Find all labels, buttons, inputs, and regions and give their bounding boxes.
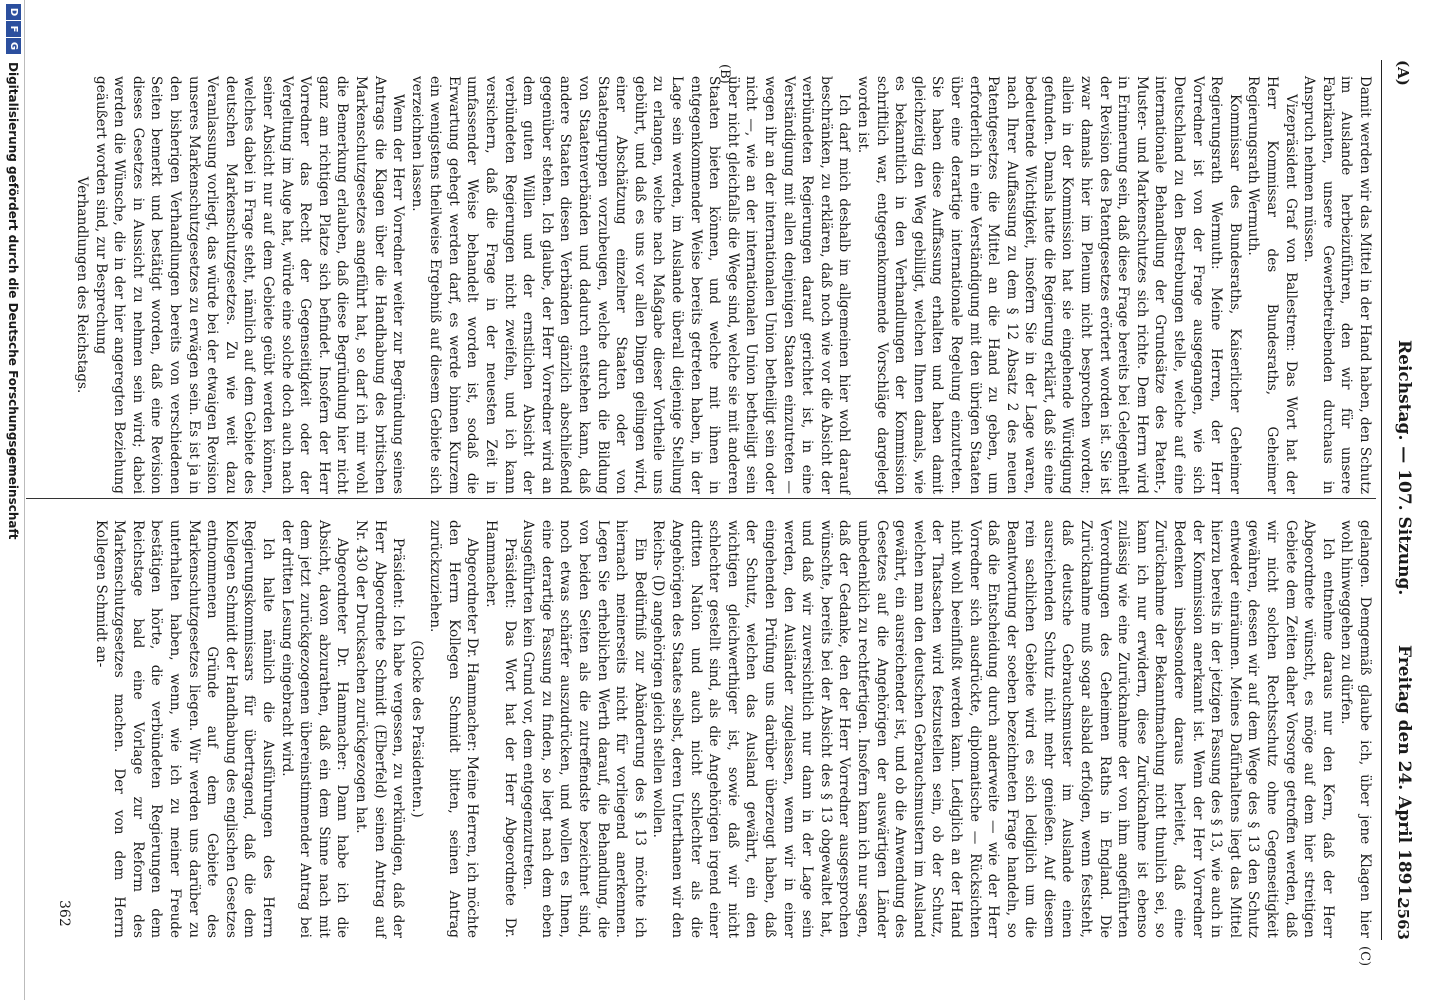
text-column-right xyxy=(91,520,1374,938)
paragraph: Ich darf mich deshalb im allgemeinen hier wohl darauf beschränken, zu erklären, daß noch wie vor die Absicht der verbündeten Regierungen darauf gerichtet ist, in eine Verständigung mit allen denjenigen Staaten einzutreten — wegen ihr an der internationalen Union betheiligt sein oder nicht —, wie an der internationalen Union betheiligt sein über nicht gleichfalls die Wege sind, welche sie mit anderen Staaten bieten können, und welche mit ihnen in entgegenkommender Weise bereits getreten haben, in der Lage sein werden, im Auslande überall diejenige Stellung zu erlangen, welche nach Maßgabe dieser Vortheile uns gebührt, und daß es uns vor allen Dingen gelingen wird, einer Abschätzung einzelner Staaten oder von Staatengruppen vorzubeugen, welche durch die Bildung von Staatenverbänden und dadurch entstehen kann, daß andere Staaten diesen Verbänden gänzlich abschließend gegenüber stehen. Ich glaube, der Herr Vorredner wird an dem guten Willen und der ernstlichen Absicht der verbündeten Regierungen nicht zweifeln, und ich kann versichern, daß die Frage in der neuesten Zeit in umfassender Weise behandelt worden ist, sodaß die Erwartung gehegt werden darf, es werde binnen Kurzem ein wenigstens theilweise Ergebniß auf diesem Gebiete sich verzeichnen lassen. xyxy=(408,76,853,494)
margin-letter-header: (A) xyxy=(1394,60,1412,86)
stage-direction: (Glocke des Präsidenten.) xyxy=(408,640,425,818)
page-header xyxy=(1380,60,1414,940)
sheet-signature: 362 xyxy=(56,900,72,927)
header-rule xyxy=(1381,60,1382,940)
page-title: Reichstag. — 107. Sitzung. xyxy=(1394,340,1414,596)
digitization-credit: Digitalisierung gefördert durch die Deutsche Forschungsgemeinschaft xyxy=(6,62,20,540)
paragraph: Kommissar des Bundesraths, Kaiserlicher Geheimer Regierungsrath Wermuth: Meine Herren, der Herr Vorredner ist von der Frage ausgegangen, wie sich Deutschland zu den Bestrebungen stelle, welche auf eine internationale Behandlung der Grundsätze des Patent-, Muster- und Markenschutzes sich richte. Dem Herrn wird in Erinnerung sein, daß diese Frage bereits bei Gelegenheit der Revision des Patentgesetzes erörtert worden ist. Sie ist zwar damals hier im Plenum nicht besprochen worden; allein in der Kommission hat sie eingehende Würdigung gefunden. Damals hatte die Regierung erklärt, daß sie eine bedeutende Wichtigkeit, insofern Sie in der Lage waren, nach Ihrer Auffassung zu dem § 12 Absatz 2 des neuen Patentgesetzes die Mittel an die Hand zu geben, um erforderlich in eine Verständigung mit den übrigen Staaten über eine derartige internationale Regelung einzutreten. Sie haben diese Auffassung erhalten und haben damit gleichzeitig den Weg gebilligt, welchen Ihnen damals, wie es bekanntlich in den Verhandlungen der Kommission schriftlich war, entgegenkommende Vorschläge dargelegt worden ist. xyxy=(854,76,1243,494)
text-column-left xyxy=(72,76,1374,494)
paragraph: Ich entnehme daraus nur den Kern, daß der Herr Abgeordnete wünscht, es möge auf dem hier streitigen Gebiete dem Zeiten daher Vorsorge getroffen werden, daß wir nicht solchen Rechtsschutz ohne Gegenseitigkeit gewähren, dessen wir auf dem Wege des § 13 den Schutz entweder einräumen. Meines Dafürhaltens liegt das Mittel hierzu bereits in der jetzigen Fassung des § 13, wie auch in der Kommission anerkannt ist. Wenn der Herr Vorredner Bedenken insbesondere daraus herleitet, daß eine Zurücknahme der Bekanntmachung nicht thunlich sei, so kann ich nur erwidern, diese Zurücknahme ist ebenso zulässig wie eine Zurücknahme der von ihm angeführten Verordnungen des Geheimen Raths in England. Die Zurücknahme muß sogar alsbald erfolgen, wenn feststeht, daß deutsche Gebrauchsmuster im Auslande einen ausreichenden Schutz nicht mehr genießen. Auf diesem rein sachlichen Gebiete wird es sich lediglich um die Beantwortung der soeben bezeichneten Frage handeln, so daß die Entscheidung durch anderweite — wie der Herr Vorredner sich ausdrückte, diplomatische — Rücksichten nicht wohl beeinflußt werden kann. Lediglich an der Hand der Thatsachen wird festzustellen sein, ob der Schutz, welchen man den deutschen Gebrauchsmustern im Ausland gewährt, ein ausreichender ist, und ob die Anwendung des Gesetzes auf die Angehörigen der auswärtigen Länder unbedenklich zu rechtfertigen. Insofern kann ich nur sagen, daß der Gedanke, den der Herr Vorredner ausgesprochen wünschte, bereits bei der Absicht des § 13 obgewaltet hat, und daß wir zuversichtlich nur dann in der Lage sein werden, den Ausländer zugelassen, wenn wir in einer eingehenden Prüfung uns darüber überzeugt haben, daß der Schutz, welchen das Ausland gewährt, ein den wichtigen gleichwerthiger ist, sowie daß wir nicht schlechter gestellt sind, als die Angehörigen irgend einer dritten Nation und auch nicht schlechter als die Angehörigen des Staates selbst, deren Unterthanen wir den Reichs- (D) angehörigen gleich stellen wollen. xyxy=(650,520,1336,938)
paragraph: Abgeordneter Dr. Hammacher: Meine Herren, ich möchte den Herrn Kollegen Schmidt bitten, seinen Antrag zurückzuziehen. xyxy=(427,520,481,938)
paragraph: Vizepräsident Graf von Ballestrem: Das Wort hat der Herr Kommissar des Bundesraths, Geheimer Regierungsrath Wermuth. xyxy=(1245,76,1299,494)
paragraph: gelangen. Demgemäß glaube ich, über jene Klagen hier wohl hinweggehen zu dürfen. xyxy=(1338,520,1373,938)
paragraph: Abgeordneter Dr. Hammacher: Dann habe ich die Absicht, davon abzurathen, daß ein dem Sinne nach mit dem jetzt zurückgezogenen übereinstimmender Antrag bei der dritten Lesung eingebracht wird. xyxy=(278,520,351,938)
margin-letter-b: (B) xyxy=(717,64,732,84)
paragraph: Wenn der Herr Vorredner weiter zur Begründung seines Antrags die Klagen über die Handhabung des britischen Markenschutzgesetzes angeführt hat, so darf ich mir wohl die Bemerkung erlauben, daß diese Begründung hier nicht ganz am richtigen Platze sich befindet. Insofern der Herr Vorredner das Recht der Gegenseitigkeit oder der Vergeltung im Auge hat, würde eine solche doch auch nach seiner Absicht nur auf dem Gebiete geübt werden können, welches dabei in Frage steht, nämlich auf dem Gebiete des deutschen Markenschutzgesetzes. Zu wie weit dazu Veranlassung vorliegt, das würde bei der etwaigen Revision unseres Markenschutzgesetzes zu erwägen sein. Es ist ja in den bisherigen Verhandlungen bereits von verschiedenen Seiten bemerkt und bestätigt worden, daß eine Revision dieses Gesetzes in Aussicht zu nehmen sein wird; dabei werden die Wünsche, die in der hier angeregten Beziehung geäußert worden sind, zur Besprechung xyxy=(92,76,407,494)
margin-letter-c: (C) xyxy=(1357,946,1372,967)
dfg-logo-icon xyxy=(6,4,21,54)
paragraph: Ich halte nämlich die Ausführungen des Herrn Regierungskommissars für übertragend, daß die dem Kollegen Schmidt der Handhabung des englischen Gesetzes entnommenen Gründe auf dem Gebiete des Markenschutzgesetzes liegen. Wir werden uns darüber zu unterhalten haben, wenn, wie ich zu meiner Freude bestätigen hörte, die verbündeten Regierungen dem Reichstage bald eine Vorlage zur Reform des Markenschutzgesetzes machen. Der von dem Herrn Kollegen Schmidt an- xyxy=(92,520,276,938)
column-divider xyxy=(26,498,1376,499)
paragraph: Präsident: Ich habe vergessen, zu verkündigen, daß der Herr Abgeordnete Schmidt (Elberfeld) seinen Antrag auf Nr. 430 der Drucksachen zurückgezogen hat. xyxy=(352,520,407,938)
paragraph: Ein Bedürfniß zur Abänderung des § 13 möchte ich hiernach meinerseits nicht für vorliegend anerkennen. Legen Sie erheblichen Werth darauf, die Behandlung, die von beiden Seiten als die zutreffendste bezeichnet sind, noch etwas schärfer auszudrücken, und wollen es Ihnen, eine derartige Fassung zu finden, so liegt nach dem eben Ausgeführten kein Grund vor, dem entgegenzutreten. xyxy=(520,520,648,938)
session-date: Freitag den 24. April 1891. xyxy=(1394,645,1414,903)
logo-letter: D xyxy=(6,4,21,20)
page-number: 2563 xyxy=(1394,898,1412,940)
paragraph: Damit werden wir das Mittel in der Hand haben, den Schutz im Auslande herbeizuführen, den wir für unsere Fabrikanten, unsere Gewerbetreibenden durchaus in Anspruch nehmen müssen. xyxy=(1301,76,1373,494)
footer-note: Verhandlungen des Reichstags. xyxy=(74,176,91,394)
paragraph: Präsident: Das Wort hat der Herr Abgeordnete Dr. Hammacher. xyxy=(483,520,518,938)
logo-letter: F xyxy=(6,21,21,37)
logo-letter: G xyxy=(6,38,21,54)
digitization-footer xyxy=(2,0,25,1000)
